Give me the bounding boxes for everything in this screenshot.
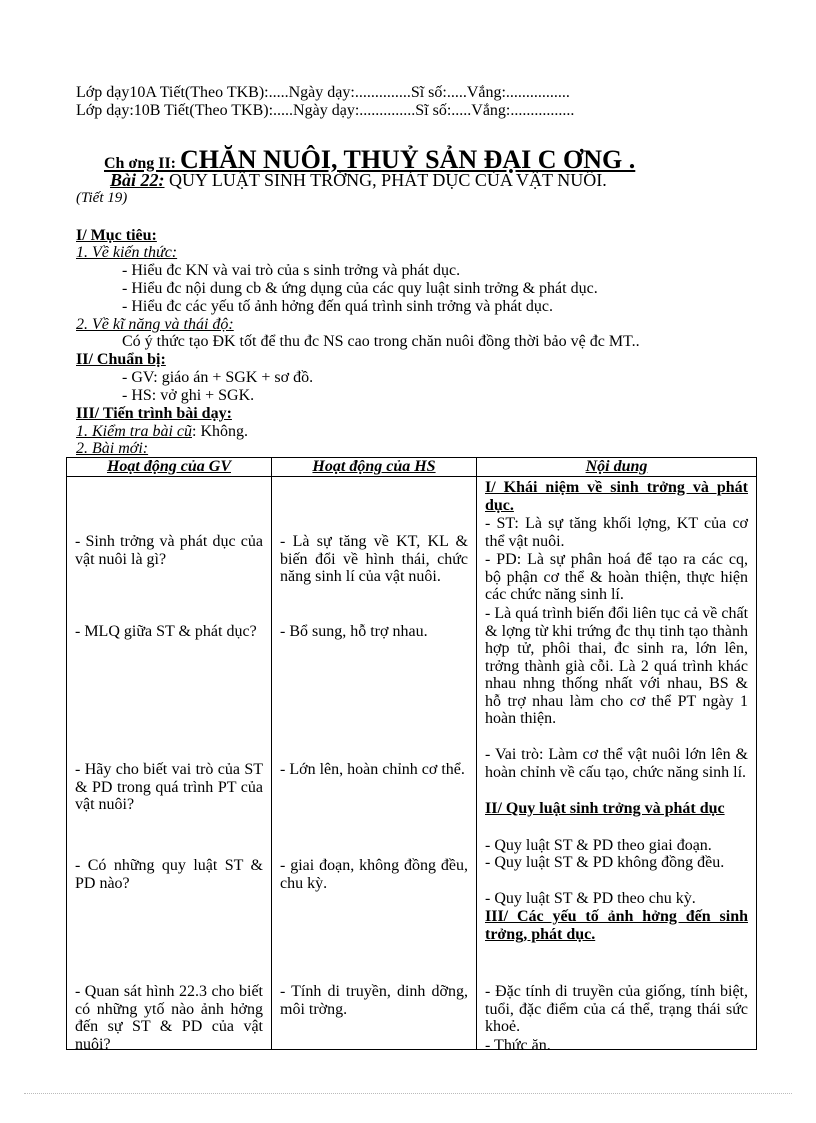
content-law: - Quy luật ST & PD theo chu kỳ. — [485, 890, 696, 907]
table-body-row — [67, 477, 757, 1050]
header-hs: Hoạt động của HS — [272, 458, 477, 477]
lesson-name: QUY LUẬT SINH TRỞNG, PHÁT DỤC CỦA VẬT NUÔI. — [164, 170, 607, 190]
content-role: - Vai trò: Làm cơ thể vật nuôi lớn lên & hoàn chỉnh về cấu tạo, chức năng sinh lí. — [485, 746, 748, 781]
hs-answer: - Lớn lên, hoàn chỉnh cơ thể. — [280, 761, 465, 778]
lesson-period: (Tiết 19) — [76, 190, 128, 206]
hs-answer: - giai đoạn, không đồng đều, chu kỳ. — [280, 857, 468, 892]
hs-answer: - Là sự tăng về KT, KL & biến đổi về hình thái, chức năng sinh lí của vật nuôi. — [280, 533, 468, 585]
check-value: : Không. — [192, 423, 248, 440]
class-info-10b: Lớp dạy:10B Tiết(Theo TKB):.....Ngày dạy:..............Sĩ số:.....Vắng:................ — [76, 102, 575, 119]
process-heading: III/ Tiến trình bài dạy: — [76, 405, 232, 422]
gv-column — [67, 477, 272, 1053]
knowledge-item: - Hiểu đc các yếu tố ảnh hởng đến quá trình sinh trởng và phát dục. — [122, 298, 554, 315]
table-header-row — [67, 458, 757, 477]
knowledge-item: - Hiểu đc nội dung cb & ứng dụng của các quy luật sinh trởng & phát dục. — [122, 280, 598, 297]
skills-heading: 2. Về kĩ năng và thái độ: — [76, 316, 234, 333]
objectives-heading: I/ Mục tiêu: — [76, 227, 157, 244]
gv-question: - Hãy cho biết vai trò của ST & PD trong quá trình PT của vật nuôi? — [75, 761, 263, 813]
page-bottom-divider — [24, 1093, 792, 1094]
gv-question: - Sinh trởng và phát dục của vật nuôi là gì? — [75, 533, 263, 568]
content-pd: - PD: Là sự phân hoá để tạo ra các cq, bộ phận cơ thể & hoàn thiện, thực hiện các chức năng sinh lí. — [485, 551, 748, 603]
section-factors: III/ Các yếu tố ảnh hởng đến sinh trởng, phát dục. — [485, 908, 748, 943]
content-factor: - Thức ăn. — [485, 1037, 551, 1054]
knowledge-item: - Hiểu đc KN và vai trò của s sinh trởng và phát dục. — [122, 262, 461, 279]
content-law: - Quy luật ST & PD không đồng đều. — [485, 854, 725, 871]
chapter-name: CHĂN NUÔI, THUỶ SẢN ĐẠI C ƠNG . — [180, 145, 636, 174]
skills-text: Có ý thức tạo ĐK tốt để thu đc NS cao trong chăn nuôi đồng thời bảo vệ đc MT.. — [122, 333, 640, 350]
check-old-lesson — [76, 423, 248, 441]
section-concept: I/ Khái niệm về sinh trởng và phát dục. — [485, 479, 748, 514]
preparation-heading: II/ Chuẩn bị: — [76, 351, 166, 368]
knowledge-heading: 1. Về kiến thức: — [76, 244, 178, 261]
new-lesson-heading: 2. Bài mới: — [76, 440, 149, 457]
section-laws: II/ Quy luật sinh trởng và phát dục — [485, 800, 725, 817]
chapter-prefix: Ch ơng II: — [104, 155, 180, 172]
header-content: Nội dung — [477, 458, 757, 477]
header-gv: Hoạt động của GV — [67, 458, 272, 477]
gv-question: - Quan sát hình 22.3 cho biết có những ytố nào ảnh hởng đến sự ST & PD của vật nuôi? — [75, 983, 263, 1053]
lesson-title — [110, 170, 607, 190]
activities-table — [66, 457, 757, 1054]
content-st: - ST: Là sự tăng khối lợng, KT của cơ thể vật nuôi. — [485, 515, 748, 550]
gv-question: - Có những quy luật ST & PD nào? — [75, 857, 263, 892]
content-factor: - Đặc tính di truyền của giống, tính biệt, tuổi, đặc điểm của cá thể, trạng thái sức khoẻ. — [485, 983, 748, 1035]
lesson-label: Bài 22: — [110, 170, 165, 190]
content-column — [477, 477, 757, 1054]
class-info-10a: Lớp dạy10A Tiết(Theo TKB):.....Ngày dạy:..............Sĩ số:.....Vắng:................ — [76, 84, 570, 101]
check-label: 1. Kiểm tra bài cũ — [76, 423, 192, 440]
preparation-hs: - HS: vở ghi + SGK. — [122, 387, 255, 404]
hs-column — [272, 477, 477, 1050]
hs-answer: - Bổ sung, hỗ trợ nhau. — [280, 623, 428, 640]
content-law: - Quy luật ST & PD theo giai đoạn. — [485, 837, 712, 854]
gv-question: - MLQ giữa ST & phát dục? — [75, 623, 257, 640]
preparation-gv: - GV: giáo án + SGK + sơ đồ. — [122, 369, 314, 386]
content-relation: - Là quá trình biến đổi liên tục cả về chất & lợng từ khi trứng đc thụ tinh tạo thành hợp tử, phôi thai, đc sinh ra, lớn lên, trởng thành già cỗi. Là 2 quá trình khác nhau nhng thống nhất với nhau, BS & hỗ trợ nhau làm cho cơ thể PT ngày 1 hoàn thiện. — [485, 605, 749, 727]
hs-answer: - Tính di truyền, dinh dỡng, môi trờng. — [280, 983, 468, 1018]
